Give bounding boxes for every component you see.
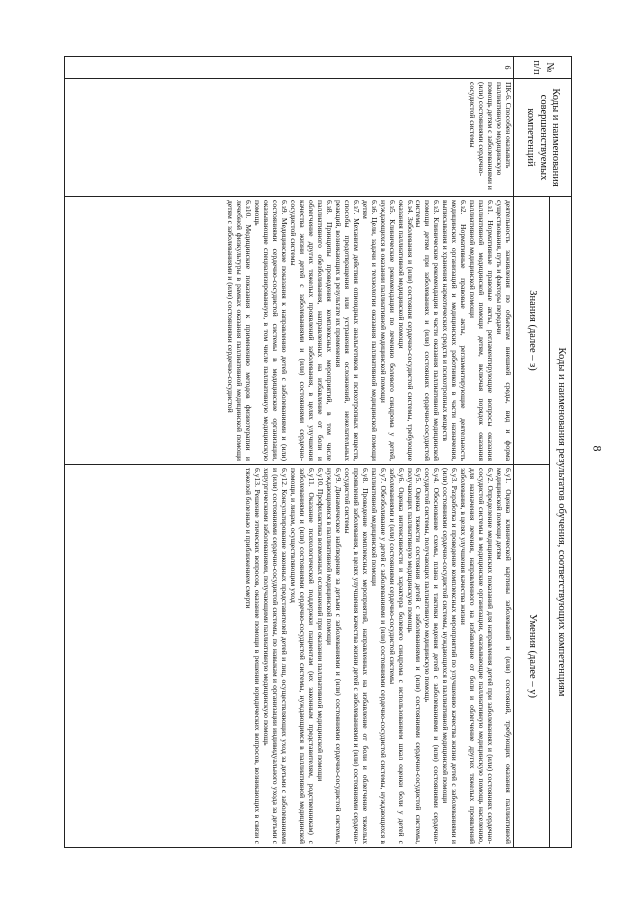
skills-item: 6.у7. Обезболивание у детей с заболеваниями и (или) состояниями сердечно-сосудистой системы, нуждающихся в паллиативной медицинской помощи xyxy=(369,468,388,844)
skills-item: 6.у4. Обоснование схемы, плана и тактики ведения детей с заболеваниями и (или) состояниями сердечно-сосудистой системы, получающих паллиативную медицинскую помощь xyxy=(423,468,442,844)
skills-item: 6.у2. Определение медицинских показаний для направления детей при заболеваниях и (или) состояниях сердечно-сосудистой системы в медицинские организации, оказывающие паллиативную медицинскую помощь населению, для назначения лечения, направленного на избавление от боли и облегчение других тяжелых проявлений заболевания, в целях улучшения качества жизни xyxy=(459,468,496,844)
skills-item: 6.у11. Оказание психологической поддержки пациентам (их законным представителям, родственникам) с заболеваниями и (или) состояниями сердечно-сосудистой системы, нуждающимся в паллиативной медицинской помощи, и лицам, осуществляющим уход xyxy=(289,468,317,844)
knowledge-list xyxy=(226,200,495,461)
header-skills: Умения (далее – у) xyxy=(514,465,550,848)
knowledge-item: 6.з2. Нормативные правовые акты, регламентирующие деятельность медицинских организаций и медицинских работников в части назначения, выписывания и хранения наркотических средств и психотропных веществ xyxy=(441,200,469,461)
skills-item: 6.у6. Оценка интенсивности и характера болевого синдрома с использованием шкал оценки боли у детей с заболеваниями и (или) состояниями сердечно-сосудистой системы xyxy=(387,468,406,844)
skills-cell xyxy=(65,465,514,848)
header-results-group: Коды и наименования результатов обучения, соответствующих компетенциям xyxy=(550,197,572,848)
skills-item: 6.у9. Динамическое наблюдение за детьми с заболеваниями и (или) состояниями сердечно-сосудистой системы, нуждающимися в паллиативной медицинской помощи xyxy=(324,468,343,844)
knowledge-prefix: деятельность заживления по объектам внешней среды, вид и форма существования, путь и факторы передачи xyxy=(495,200,513,461)
competence-table-page xyxy=(64,56,572,848)
header-knowledge: Знания (далее – з) xyxy=(514,197,550,465)
skills-item: 6.у5. Оценка тяжести состояния детей с заболеваниями и (или) состояниями сердечно-сосудистой системы, получающих паллиативную медицинскую помощь xyxy=(405,468,424,844)
skills-item: 6.у8. Проведение комплексных мероприятий, направленных на избавление от боли и облегчение тяжелых проявлений заболевания, в целях улучшения качества жизни детей с заболеваниями и (или) состояниями сердечно-сосудистой системы xyxy=(342,468,370,844)
knowledge-item: 6.з5. Клинические рекомендации по лечению болевого синдрома у детей, нуждающихся в оказании паллиативной медицинской помощи xyxy=(378,200,397,461)
skills-item: 6.у10. Профилактика возможных осложнений при оказании паллиативной медицинской помощи xyxy=(315,468,325,782)
competence-cell: ПК-6. Способен оказывать паллиативную медицинскую помощь детям с заболеваниями и (или) состояниями сердечно-сосудистой системы xyxy=(65,79,514,197)
knowledge-cell xyxy=(65,197,514,465)
knowledge-item: 6.з1. Нормативные правовые акты, регламентирующие вопросы оказания паллиативной медицинской помощи детям, включая порядок оказания паллиативной медицинской помощи xyxy=(468,200,496,461)
skills-item: 6.у1. Оценка клинической картины заболеваний и (или) состояний, требующих оказания паллиативной медицинской помощи детям xyxy=(495,468,513,844)
header-competence-code: Коды и наименования совершенствуемых компетенций xyxy=(514,79,572,197)
knowledge-item: 6.з8. Принципы проведения комплексных мероприятий, в том числе паллиативного обезболивания, направленных на избавление от боли и облегчение других тяжелых проявлений заболевания, в целях улучшения качества жизни детей с заболеваниями и (или) состояниями сердечно-сосудистой системы xyxy=(289,200,334,461)
knowledge-item: 6.з3. Клинические рекомендации в части оказания паллиативной медицинской помощи детям при заболеваниях и (или) состояниях сердечно-сосудистой системы xyxy=(414,200,442,461)
knowledge-item: 6.з7. Механизм действия опиоидных анальгетиков и психотропных веществ, способы предотвращения или устранения осложнений, нежелательных реакций, возникающих в результате их применения xyxy=(333,200,361,461)
skills-item: 6.у3. Разработка и проведение комплексных мероприятий по улучшению качества жизни детей с заболеваниями и (или) состояниями сердечно-сосудистой системы, нуждающихся в паллиативной медицинской помощи xyxy=(441,468,460,844)
knowledge-item: 6.з9. Медицинские показания к направлению детей с заболеваниями и (или) состояниями сердечно-сосудистой системы в медицинские организации, оказывающие специализированную, в том числе паллиативную медицинскую помощь xyxy=(253,200,290,461)
knowledge-item: 6.з4. Заболевания и (или) состояния сердечно-сосудистой системы, требующие оказания паллиативной медицинской помощи xyxy=(396,200,415,461)
skills-item: 6.у13. Решение этических вопросов, оказание помощи в решении юридических вопросов, возникающих в связи с тяжелой болезнью и приближением смерти xyxy=(244,468,263,844)
skills-item: 6.у12. Консультирование законных представителей детей и лиц, осуществляющих уход за детьми с заболеваниями и (или) состояниями сердечно-сосудистой системы, по навыкам и организации индивидуального ухода за детьми с хирургическими заболеваниями, получающими паллиативную медицинскую помощь xyxy=(262,468,290,844)
knowledge-item: 6.з10. Медицинские показания к применению методов физиотерапии и лечебной физкультуры в рамках оказания паллиативной медицинской помощи детям с заболеваниями и (или) состояниями сердечно-сосудистой xyxy=(226,200,254,461)
skills-list xyxy=(243,468,512,844)
competence-table xyxy=(64,56,572,848)
page-number: 8 xyxy=(590,445,605,452)
row-number: 6 xyxy=(65,57,514,79)
header-number: № п/п xyxy=(514,57,572,79)
knowledge-item: 6.з6. Цели, задачи и технологии оказания паллиативной медицинской помощи детям xyxy=(360,200,379,461)
